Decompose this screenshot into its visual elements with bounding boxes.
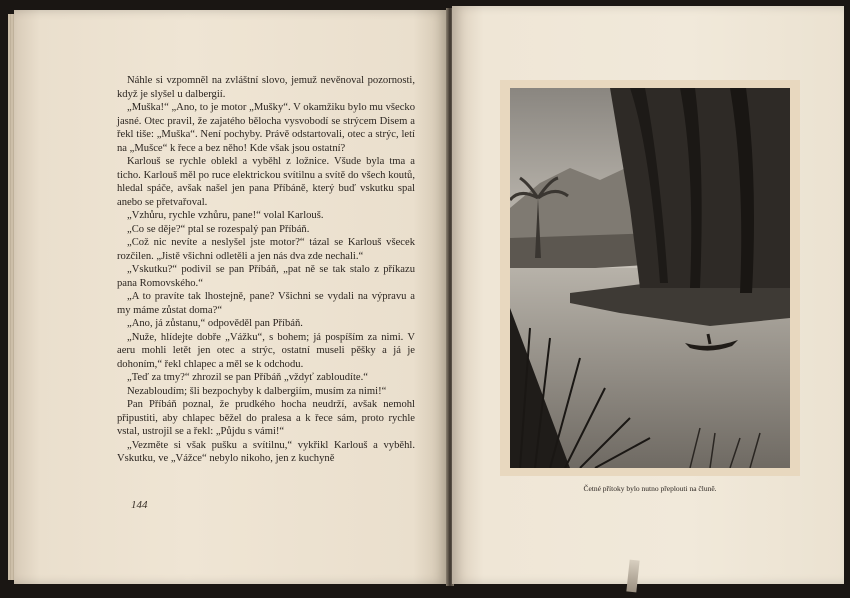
body-text — [117, 74, 415, 466]
page-number: 144 — [131, 499, 148, 511]
paragraph: „Muška!“ „Ano, to je motor „Mušky“. V okamžiku bylo mu všecko jasné. Otec pravil, že zajatého bělocha vysvobodí se strýcem Disem a řekl tiše: „Muška“. Není pochyby. Právě odstartovali, otec a strýc, letí na „Mušce“ k řece a bez něho! Kde však jsou ostatní? — [117, 102, 415, 154]
paragraph: „Vezměte si však pušku a svítilnu,“ vykřikl Karlouš a vyběhl. Vskutku, ve „Vážce“ nebylo nikoho, jen z kuchyně — [117, 439, 415, 464]
paragraph: „Nuže, hlídejte dobře „Vážku“, s bohem; já pospíším za nimi. V aeru mohli letět jen otec a strýc, ostatní museli pěšky a já je dohoním,“ řekl chlapec a měl se k odchodu. — [117, 331, 415, 370]
illustration-caption: Četné přítoky bylo nutno přeplouti na čluně. — [583, 484, 717, 493]
paragraph: „Vzhůru, rychle vzhůru, pane!“ volal Karlouš. — [127, 210, 324, 221]
paragraph: „Vskutku?“ podivil se pan Příbáň, „pat ně se tak stalo z příkazu pana Romovského.“ — [117, 264, 415, 289]
paragraph: Nezabloudím; šli bezpochyby k dalbergiím, musím za nimi!“ — [127, 385, 387, 397]
paragraph: „Teď za tmy?“ zhrozil se pan Příbáň „vždyť zabloudíte.“ — [127, 372, 368, 383]
paragraph: Pan Příbáň poznal, že prudkého hocha neudrží, avšak nemohl připustiti, aby chlapec běžel do pralesa a k řece sám, proto rychle vstal, ustrojil se a řekl: „Půjdu s vámi!“ — [117, 399, 415, 437]
illustration-plate — [500, 80, 800, 476]
paper-tear — [626, 560, 639, 593]
paragraph: „A to pravíte tak lhostejně, pane? Všichni se vydali na výpravu a my máme zůstat doma?“ — [117, 291, 415, 316]
paragraph: Karlouš se rychle oblekl a vyběhl z ložnice. Všude byla tma a ticho. Karlouš měl po ruce elektrickou svítilnu a svítě do všech koutů, hledal spáče, avšak našel jen pana Příbáně, který buď vskutku spal anebo se přetvařoval. — [117, 156, 415, 208]
paragraph: Náhle si vzpomněl na zvláštní slovo, jemuž nevěnoval pozornosti, když je slyšel u dalbergií. — [117, 75, 415, 100]
paragraph: „Co se děje?“ ptal se rozespalý pan Příbáň. — [127, 223, 310, 235]
paragraph: „Ano, já zůstanu,“ odpověděl pan Příbáň. — [127, 318, 303, 329]
paragraph: „Což nic nevíte a neslyšel jste motor?“ tázal se Karlouš všecek rozčilen. „Jistě všichni odletěli a jen nás dva zde nechali.“ — [117, 237, 415, 262]
river-jungle-illustration — [510, 88, 790, 468]
